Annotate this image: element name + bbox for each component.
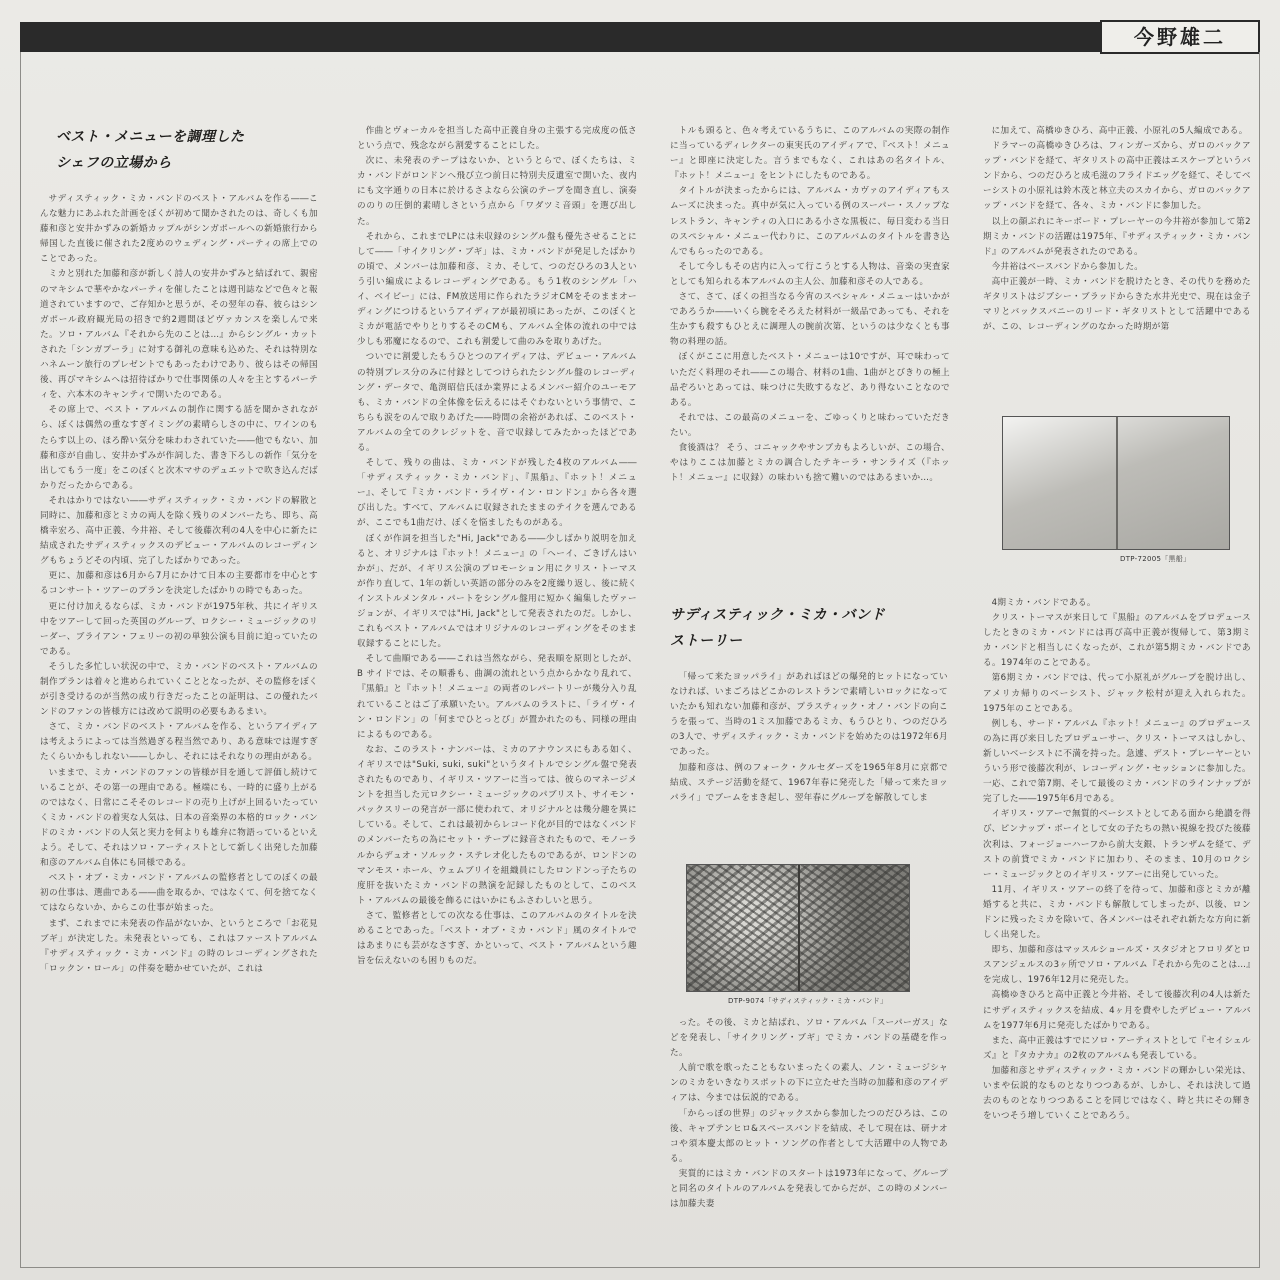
paragraph: なお、このラスト・ナンバーは、ミカのアナウンスにもある如く、イギリスでは"Suki, suki, suki"というタイトルでシングル盤で発表されたものであり、イギリス・ツアーに当っては、彼らのマネージメントを担当した元ロクシー・ミュージックのパブリスト、サイモン・パックスリーの発言が一部に使われて、オリジナルとは幾分趣を異にしている。そして、これは最初からレコード化が目的ではなくバンドのメンバーたちの為にセット・テープに録音されたもので、モノーラルからデュオ・ソルック・ステレオ化したものであるが、ロンドンのマンモス・ホール、ウェムブリイを組織員にしたロンドンっ子たちの度肝を抜いたミカ・バンドの熱演を記録したものとして、このベスト・アルバムの最後を飾るにはいかにもふさわしいと思う。 — [357, 744, 637, 906]
text-column-4-top — [983, 124, 1251, 406]
paragraph: に加えて、高橋ゆきひろ、高中正義、小原礼の5人編成である。 — [991, 126, 1248, 136]
paragraph: タイトルが決まったからには、アルバム・カヴァのアイディアもスムーズに決まった。真中が気に入っている例のスーパー・スノップなレストラン、キャンティの入口にある小さな黒板に、毎日変わる当日のスペシャル・メニュー代わりに、このアルバムのタイトルを書き込んでもらったのである。 — [670, 186, 950, 257]
section-title-band-story — [670, 602, 930, 654]
paragraph: 更に付け加えるならば、ミカ・バンドが1975年秋、共にイギリス中をツアーして回った英国のグループ、ロクシー・ミュージックのリーダー、ブライアン・フェリーの初の単独公演も目前に迫っていたのである。 — [40, 601, 318, 657]
paragraph: サディスティック・ミカ・バンドのベスト・アルバムを作る――こんな魅力にあふれた計画をぼくが初めて聞かされたのは、奇しくも加藤和彦と安井かずみの新婚カップルがシンガポールへの新婚旅行から帰国した直後に催された2度めのウェディング・パーティの席上でのことであった。 — [40, 194, 318, 265]
paragraph: った。その後、ミカと結ばれ、ソロ・アルバム「スーパーガス」などを発表し、「サイクリング・ブギ」でミカ・バンドの基礎を作った。 — [670, 1018, 948, 1059]
paragraph: 人前で歌を歌ったこともないまったくの素人、ノン・ミュージシャンのミカをいきなりスポットの下に立たせた当時の加藤和彦のアイディアは、今までは伝説的である。 — [670, 1063, 948, 1104]
header-bar — [20, 22, 1100, 52]
text-column-1 — [40, 192, 318, 1262]
paragraph: それでは、この最高のメニューを、ごゆっくりと味わっていただきたい。 — [670, 412, 950, 438]
paragraph: ついでに割愛したもうひとつのアイディアは、デビュー・アルバムの特別プレス分のみに付録としてつけられたシングル盤のレコーディング・データで、亀渕昭信氏ほか業界によるメンバー紹介のユーモアも、ミカ・バンドの全体像を伝えるにはそぐわないという事情で、こちらも涙をのんで取りあげた――時間の余裕があれば、このベスト・アルバムの全てのクレジットを、音で収録してみたかったほどである。 — [357, 352, 637, 453]
paragraph: 第6期ミカ・バンドでは、代って小原礼がグループを脱け出し、アメリカ帰りのベーシスト、ジャック松村が迎え入れられた。1975年のことである。 — [983, 673, 1251, 714]
section-title-line: ストーリー — [670, 633, 743, 649]
paragraph: 今井裕はベースバンドから参加した。 — [991, 261, 1144, 272]
paragraph: それから、これまでLPには未収録のシングル盤も優先させることにして――「サイクリング・ブギ」は、ミカ・バンドが発足したばかりの頃で、メンバーは加藤和彦、ミカ、そして、つのだひろの3人という引い編成によるレコーディングである。もう1枚のシングル「ハイ、ベイビー」には、FM放送用に作られたラジオCMをそのままオーディングにつけるというアイディアが最初頃にあったが、このぼくとミカが電話でやりとりするそのCMも、アルバム全体の流れの中では少しも邪魔になるので、これも割愛して曲のみを取りあげた。 — [357, 231, 637, 348]
paragraph: ミカと別れた加藤和彦が新しく詩人の安井かずみと結ばれて、親密のマキシムで華やかなパーティを催したことは週刊誌などで色々と報道されていますので、ご存知かと思うが、その翌年の春、彼らはシンガポール政府観光局の招きで約2週間ほどヴァカンスを楽しんで来た。ソロ・アルバム『それから先のことは…』からシングル・カットされた「シンガプーラ」に対する御礼の意味も込めた、それは特別なハネムーン旅行のプレゼントでもあったわけであり、彼らはその帰国後、再びマキシムへは招待ばかりで仕事関係の人々を主とするパーティを、六本木のキャンティで開いたのである。 — [40, 269, 318, 401]
paragraph: 4期ミカ・バンドである。 — [991, 598, 1096, 608]
paragraph: その席上で、ベスト・アルバムの制作に関する話を聞かされながら、ぼくは偶然の重なすぎイミングの素晴らしさの中に、ワインのもたらす以上の、ほろ酔い気分を味わわされていた――他でもない、加藤和彦が自曲し、安井かずみが作詞した、書き下ろしの新作「気分を出してもう一度」をこのぼくと次木マサのデュエットで吹き込んだばかりだったからである。 — [40, 405, 318, 491]
section-title-line: ベスト・メニューを調理した — [56, 129, 245, 145]
paragraph: 高中正義が一時、ミカ・バンドを脱けたとき、その代りを務めたギタリストはジブシー・ブラッドからきた水井光史で、現在は金子マリとバックスバニーのリード・ギタリストとして活躍中であるが、この、レコーディングのなかった時期が第 — [983, 276, 1251, 333]
section-title-line: シェフの立場から — [56, 155, 172, 171]
paragraph: また、高中正義はすでにソロ・アーティストとして『セイシェルズ』と『タカナカ』の2枚のアルバムも発表している。 — [983, 1035, 1251, 1061]
paragraph: 11月、イギリス・ツアーの終了を待って、加藤和彦とミカが離婚すると共に、ミカ・バンドも解散してしまったが、以後、ロンドンに残ったミカを除いて、各メンバーはそれぞれ新たな方向に新しく出発した。 — [983, 884, 1251, 941]
text-column-4-bottom — [983, 596, 1251, 1262]
paragraph: 作曲とヴォーカルを担当した高中正義自身の主張する完成度の低さという点で、残念ながら割愛することにした。 — [357, 126, 637, 152]
paragraph: ぼくがここに用意したベスト・メニューは10ですが、耳で味わっていただく料理のそれ――この場合、材料の1曲、1曲がとびきりの極上品ぞろいとあっては、味つけに失敗するなど、あり得ないことなのである。 — [670, 352, 950, 408]
paragraph: そして曲順である――これは当然ながら、発表順を原則としたが、B サイドでは、その順番も、曲調の流れという点からかなり乱れて、『黒船』と『ホット！メニュー』の両者のレパートリーが幾分入り乱れていることはご了承願いたい。アルバムのラストに、「ライヴ・イン・ロンドン」の「何までひとっとび」が置かれたのも、同様の理由によるものである。 — [357, 654, 637, 740]
paragraph: そして、残りの曲は、ミカ・バンドが残した4枚のアルバム――「サディスティック・ミカ・バンド」、『黒船』、『ホット！メニュー』、そして『ミカ・バンド・ライヴ・イン・ロンドン』から各々選び出した。すべて、アルバムに収録されたままのテイクを選んであるが、ここでも1曲だけ、ぼくを悩ましたものがある。 — [357, 458, 637, 529]
section-title-line: サディスティック・ミカ・バンド — [670, 607, 885, 623]
paragraph: 以上の顔ぶれにキーボード・プレーヤーの今井裕が参加して第2期ミカ・バンドの活躍は1975年、『サディスティック・ミカ・バンド』のアルバムが発表されたのである。 — [983, 216, 1251, 257]
paragraph: いままで、ミカ・バンドのファンの皆様が目を通して評価し続けていることが、その第一の理由である。極端にも、一時的に盛り上がるのではなく、日常にこそそのレコードの売り上げが上回るいたっていくミカ・バンドの着実な人気は、日本の音楽界の本格的ロック・バンドのミカ・バンドの人気と実力を何よりも雄弁に物語っているといえよう。そして、それはソロ・アーティストとして新しく出発した加藤和彦のアルバム自体にも同様である。 — [40, 767, 318, 869]
paragraph: 即ち、加藤和彦はマッスルショールズ・スタジオとフロリダとロスアンジェルスの3ヶ所でソロ・アルバム『それから先のことは…』を完成し、1976年12月に発売した。 — [983, 945, 1251, 986]
paragraph: それはかりではない――サディスティック・ミカ・バンドの解散と同時に、加藤和彦とミカの両人を除く残りのメンバーたち、即ち、高橋幸宏ろ、高中正義、今井裕、そして後藤次利の4人を中心に新たに結成されたサディスティックスのデビュー・アルバムのレコーディングもちょうどその内頃、完了したばかりであった。 — [40, 495, 318, 567]
author-name: 今野雄二 — [1100, 20, 1260, 54]
paragraph: 「帰って来たヨッパライ」があればほどの爆発的ヒットになっていなければ、いまごろはどこかのレストランで素晴しいロックになっていたかも知れない加藤和彦が、プラスティック・オノ・バンドの向こうを張って、当時の1ミス加藤であるミカ、もうひとり、つのだひろの3人で、サディスティック・ミカ・バンドを始めたのは1972年6月であった。 — [670, 672, 948, 758]
paragraph: クリス・トーマスが来日して『黒船』のアルバムをプロデュースしたときのミカ・バンドには再び高中正義が復帰して、第3期ミカ・バンドと相当しにくなったが、これが第5期ミカ・バンドである。1974年のことである。 — [983, 613, 1251, 669]
paragraph: ベスト・オブ・ミカ・バンド・アルバムの監修者としてのぼくの最初の仕事は、選曲である――曲を取るか、ではなくて、何を捨てなくてはならないか、からこの仕事が始まった。 — [40, 873, 318, 914]
paragraph: さて、監修者としての次なる仕事は、このアルバムのタイトルを決めることであった。「ベスト・オブ・ミカ・バンド」風のタイトルではあまりにも芸がなさすぎ、かといって、ベスト・アルバムという趣旨を伝えないのも困りものだ。 — [357, 910, 637, 967]
paragraph: 高橋ゆきひろと高中正義と今井裕、そして後藤次利の4人は新たにサディスティックスを結成、4ヶ月を費やしたデビュー・アルバムを1977年6月に発売したばかりである。 — [983, 990, 1251, 1031]
paragraph: さて、ミカ・バンドのベスト・アルバムを作る、というアイディアは考えようによっては当然過ぎる程当然であり、ある意味では遅すぎたくらいかもしれない――しかし、それにはそれなりの理由がある。 — [40, 722, 318, 763]
paragraph: ドラマーの高橋ゆきひろは、フィンガーズから、ガロのバックアップ・バンドを経て、ギタリストの高中正義はエスケープというバンドから、つのだひろと成毛滋のフライドエッグを経て、そしてベーシストの小原礼は鈴木茂と林立夫のスカイから、ガロのバックアップ・バンドを経て、各々、ミカ・バンドに参加した。 — [983, 141, 1251, 212]
paragraph: まず、これまでに未発表の作品がないか、というところで「お花見ブギ」が決定した。未発表といっても、これはファーストアルバム『サディスティック・ミカ・バンド』の時のレコーディングされた「ロックン・ロール」の伴奏を聴かせていたが、これは — [40, 918, 318, 974]
paragraph: 更に、加藤和彦は6月から7月にかけて日本の主要都市を中心とするコンサート・ツアーのプランを決定したばかりの時でもあった。 — [40, 571, 318, 597]
paragraph: イギリス・ツアーで無質的ベーシストとしてある面から絶讃を得び、ピンナップ・ボーイとして女の子たちの熱い視線を投びた後藤次利は、フォージョーハーフから前大支銀、トランザムを経て、デストの前貸でミカ・バンドに加わり、そのまま、10月のロクシー・ミュージックとのイギリス・ツアーに出発していった。 — [983, 809, 1251, 880]
paragraph: 加藤和彦は、例のフォーク・クルセダーズを1965年8月に京都で結成、ステージ活動を経て、1967年春に発売した「帰って来たヨッパライ」でブームをまき起し、翌年春にグループを解散してしま — [670, 762, 948, 803]
text-column-2 — [357, 124, 637, 1262]
paragraph: 実質的にはミカ・バンドのスタートは1973年になって、グループと同名のタイトルのアルバムを発表してからだが、この時のメンバーは加藤夫妻 — [670, 1168, 948, 1210]
photo-divider — [798, 865, 800, 991]
paragraph: 「からっぽの世界」のジャックスから参加したつのだひろは、この後、キャプテンヒロ&スペースバンドを結成、そして現在は、研ナオコや須本慶太郎のヒット・ソングの作者として大活躍中の人物である。 — [670, 1108, 948, 1164]
paragraph: 食後酒は？ そう、コニャックやサンブカもよろしいが、この場合、やはりここは加藤とミカの調合したテキーラ・サンライズ（『ホット！メニュー』に収録）の味わいも捨て難いのではあるまいか…。 — [670, 442, 950, 484]
paragraph: ぼくが作詞を担当した"Hi, Jack"である――少しばかり説明を加えると、オリジナルは『ホット！メニュー』の「ヘーイ、ごきげんはいかが」、だが、イギリス公演のプロモーション用にクリス・トーマスが作り直して、1年の新しい英語の部分のみを2度繰り返し、後に続くインストルメンタル・パートをシングル盤用に短かく編集したヴァージョンが、イギリスでは"Hi, Jack"として発表されたのだ。しかし、これもベスト・アルバムではオリジナルのレコーディングをそのまま収録することにした。 — [357, 533, 637, 650]
paragraph: そして今しもその店内に入って行こうとする人物は、音楽の実査家としても知られる本アルバムの主人公、加藤和彦その人である。 — [670, 261, 950, 287]
text-column-3-bottom — [670, 1016, 948, 1262]
album-cover-photo-kurofune — [1002, 416, 1230, 550]
paragraph: 加藤和彦とサディスティック・ミカ・バンドの輝かしい栄光は、いまや伝説的なものとなりつつあるが、しかし、それは決して過去のものとなりつつあることを同じではなく、時と共にその輝きをいつそう増していくことであろう。 — [983, 1065, 1251, 1122]
photo-caption: DTP-72005「黒船」 — [1120, 555, 1191, 563]
text-column-3-middle — [670, 670, 948, 854]
album-cover-photo-mika-band — [686, 864, 910, 992]
paragraph: そうした多忙しい状況の中で、ミカ・バンドのベスト・アルバムの制作プランは着々と進められていくこととなったが、その監修をぼくが引き受けるのが当然の成り行きだったことの証明は、この優れたバンドのファンの皆様方には改めて説明の必要もあるまい。 — [40, 661, 318, 718]
section-title-best-menu — [56, 124, 316, 176]
paragraph: さて、さて、ぼくの担当なる今宵のスペシャル・メニューはいかがであろうか――いくら腕をそろえた材料が一級品であっても、それを生かすも殺すもひとえに調理人の腕前次第、というのは少なくとも事物の料理の話。 — [670, 292, 950, 348]
paragraph: 次に、未発表のテープはないか、というとらで、ぼくたちは、ミカ・バンドがロンドンへ飛び立つ前日に特別夫反遺室で開いた、夜内にも文字通りの日本に於けるさよなら公演のテープを聞き直し、演奏ののりの圧倒的素晴しさという点から「ワダツミ音頭」を選び出した。 — [357, 156, 637, 227]
paragraph: トルも頭ると、色々考えているうちに、このアルバムの実際の制作に当っているディレクターの東実氏のアイディアで、『ベスト！メニュー』と即座に決定した。言うまでもなく、これはあの名タイトル、『ホット！メニュー』をヒントにしたものである。 — [670, 126, 950, 182]
text-column-3-top — [670, 124, 950, 580]
paragraph: 例しも、サード・アルバム『ホット！メニュー』のプロデュースの為に再び来日したプロデューサー、クリス・トーマスはしかし、新しいベーシストに不満を持った。急遽、デスト・プレーヤーといういう形で後藤次利が、レコーディング・セッションに参加した。一応、これで第7期、そして最後のミカ・バンドのラインナップが完了した――1975年6月である。 — [983, 718, 1251, 805]
photo-divider — [1116, 417, 1118, 549]
photo-caption: DTP-9074「サディスティック・ミカ・バンド」 — [728, 997, 888, 1005]
